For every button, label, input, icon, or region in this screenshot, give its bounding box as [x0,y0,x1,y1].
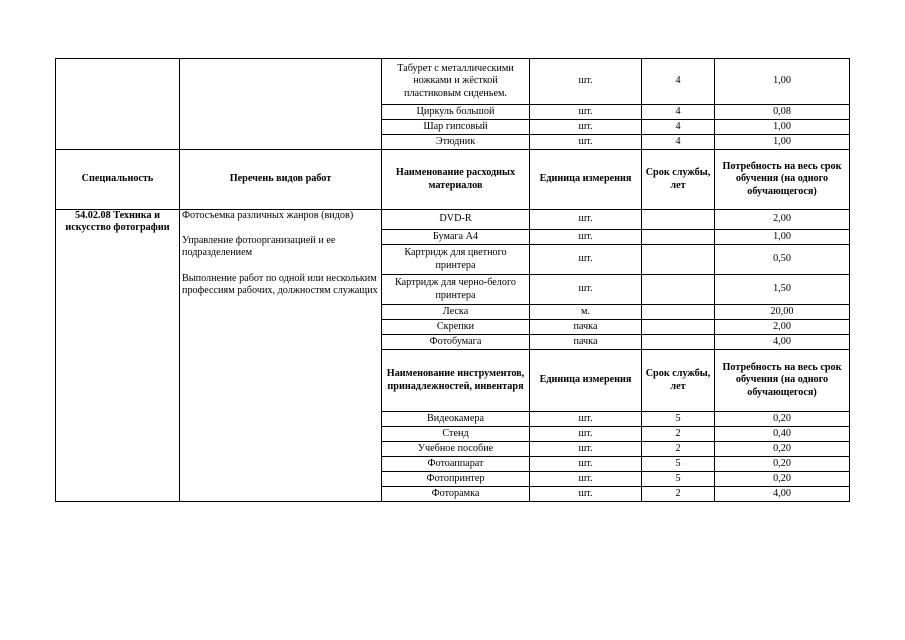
material-unit-cell: шт. [530,245,642,275]
tool-need-cell: 0,20 [715,457,850,472]
table-row [56,210,850,230]
item-life-cell: 4 [642,105,715,120]
material-name-cell: Фотобумага [382,335,530,350]
material-unit-cell: пачка [530,320,642,335]
work-item: Управление фотоорганизацией и ее подразделением [182,235,336,259]
material-life-cell [642,275,715,305]
header-material: Наименование расходных материалов [382,150,530,210]
equipment-table [55,58,850,502]
tool-need-cell: 0,20 [715,412,850,427]
tool-life-cell: 5 [642,472,715,487]
material-unit-cell: шт. [530,210,642,230]
material-life-cell [642,320,715,335]
material-name-cell: DVD-R [382,210,530,230]
item-need-cell: 0,08 [715,105,850,120]
tool-need-cell: 0,20 [715,442,850,457]
tool-life-cell: 2 [642,427,715,442]
material-need-cell: 20,00 [715,305,850,320]
tool-unit-cell: шт. [530,472,642,487]
material-life-cell [642,335,715,350]
material-unit-cell: шт. [530,230,642,245]
item-life-cell: 4 [642,135,715,150]
work-item: Выполнение работ по одной или нескольким профессиям рабочих, должностям служащих [182,272,378,296]
material-need-cell: 1,50 [715,275,850,305]
tool-life-cell: 5 [642,412,715,427]
item-life-cell: 4 [642,59,715,105]
tool-life-cell: 2 [642,442,715,457]
item-unit-cell: шт. [530,120,642,135]
item-need-cell: 1,00 [715,135,850,150]
tool-name-cell: Фотопринтер [382,472,530,487]
tool-name-cell: Фотоаппарат [382,457,530,472]
item-unit-cell: шт. [530,105,642,120]
item-name-cell: Шар гипсовый [382,120,530,135]
item-need-cell: 1,00 [715,59,850,105]
tools-header-unit: Единица измерения [530,350,642,412]
item-unit-cell: шт. [530,135,642,150]
item-name-cell: Этюдник [382,135,530,150]
tools-header-life: Срок службы, лет [642,350,715,412]
material-name-cell: Картридж для цветного принтера [382,245,530,275]
tool-unit-cell: шт. [530,427,642,442]
tool-need-cell: 4,00 [715,487,850,502]
material-need-cell: 2,00 [715,320,850,335]
material-unit-cell: м. [530,305,642,320]
tool-life-cell: 2 [642,487,715,502]
material-name-cell: Картридж для черно-белого принтера [382,275,530,305]
tool-name-cell: Учебное пособие [382,442,530,457]
works-cell [180,210,382,502]
tool-life-cell: 5 [642,457,715,472]
material-name-cell: Скрепки [382,320,530,335]
item-unit-cell: шт. [530,59,642,105]
material-unit-cell: шт. [530,275,642,305]
tool-unit-cell: шт. [530,487,642,502]
specialty-cell: 54.02.08 Техника и искусство фотографии [56,210,180,502]
material-life-cell [642,305,715,320]
item-name-cell: Циркуль большой [382,105,530,120]
material-name-cell: Леска [382,305,530,320]
header-works: Перечень видов работ [180,150,382,210]
tools-header-name: Наименование инструментов, принадлежностей, инвентаря [382,350,530,412]
item-name-cell: Табурет с металлическими ножками и жёсткой пластиковым сиденьем. [382,59,530,105]
tools-header-need: Потребность на весь срок обучения (на одного обучающегося) [715,350,850,412]
work-item: Фотосъемка различных жанров (видов) [182,210,354,221]
table-body [56,59,850,502]
material-need-cell: 2,00 [715,210,850,230]
header-specialty: Специальность [56,150,180,210]
empty-works-cell [180,59,382,150]
tool-unit-cell: шт. [530,457,642,472]
material-need-cell: 4,00 [715,335,850,350]
material-need-cell: 1,00 [715,230,850,245]
tool-unit-cell: шт. [530,412,642,427]
item-need-cell: 1,00 [715,120,850,135]
tool-name-cell: Стенд [382,427,530,442]
header-unit: Единица измерения [530,150,642,210]
empty-specialty-cell [56,59,180,150]
tool-name-cell: Видеокамера [382,412,530,427]
material-unit-cell: пачка [530,335,642,350]
tool-unit-cell: шт. [530,442,642,457]
table-row [56,59,850,105]
tool-need-cell: 0,40 [715,427,850,442]
table-header-row [56,150,850,210]
material-life-cell [642,210,715,230]
material-life-cell [642,245,715,275]
material-need-cell: 0,50 [715,245,850,275]
item-life-cell: 4 [642,120,715,135]
tool-name-cell: Фоторамка [382,487,530,502]
header-need: Потребность на весь срок обучения (на одного обучающегося) [715,150,850,210]
header-life: Срок службы, лет [642,150,715,210]
tool-need-cell: 0,20 [715,472,850,487]
material-name-cell: Бумага А4 [382,230,530,245]
material-life-cell [642,230,715,245]
